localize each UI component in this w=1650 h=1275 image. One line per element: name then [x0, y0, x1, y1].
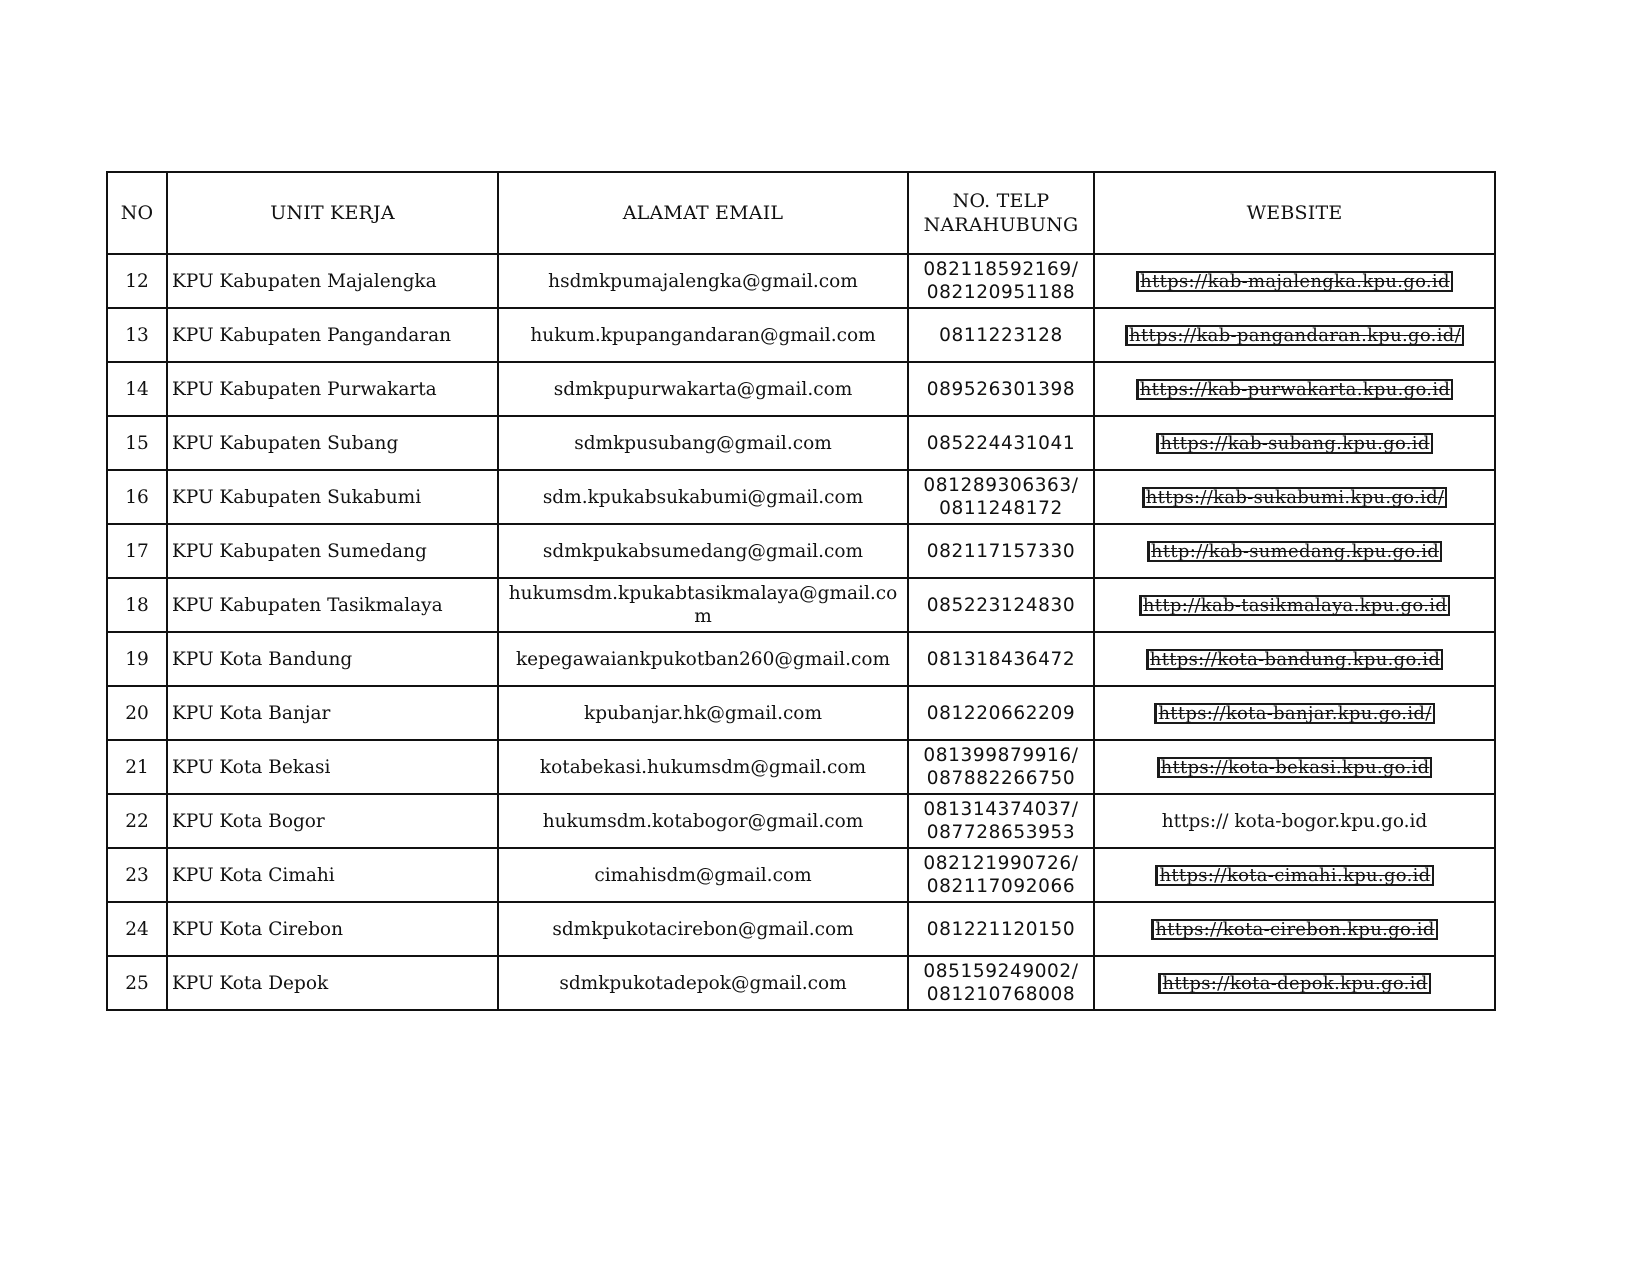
- unit-kerja-cell: KPU Kabupaten Purwakarta: [167, 362, 498, 416]
- phone-number: 085159249002/: [923, 961, 1079, 982]
- phone-number: 082120951188: [926, 282, 1076, 303]
- phone-number: 082118592169/: [923, 259, 1079, 280]
- row-number: 16: [107, 470, 167, 524]
- website-link: https:// kota-bogor.kpu.go.id: [1161, 810, 1428, 832]
- website-cell: [1094, 686, 1495, 740]
- phone-number: 082117092066: [926, 876, 1076, 897]
- website-cell: [1094, 308, 1495, 362]
- phone-number: 087882266750: [926, 768, 1076, 789]
- row-number: 17: [107, 524, 167, 578]
- website-cell: [1094, 416, 1495, 470]
- phone-cell: [908, 956, 1094, 1010]
- website-cell: [1094, 794, 1495, 848]
- header-no: NO: [107, 172, 167, 254]
- header-telp: [908, 172, 1094, 254]
- website-link[interactable]: https://kab-purwakarta.kpu.go.id: [1136, 379, 1453, 400]
- header-website: WEBSITE: [1094, 172, 1495, 254]
- phone-cell: [908, 470, 1094, 524]
- phone-cell: [908, 578, 1094, 632]
- row-number: 21: [107, 740, 167, 794]
- phone-number: 087728653953: [926, 822, 1076, 843]
- unit-kerja-cell: KPU Kabupaten Subang: [167, 416, 498, 470]
- contact-table: [106, 171, 1496, 1011]
- website-cell: [1094, 632, 1495, 686]
- email-cell: sdmkpukabsumedang@gmail.com: [498, 524, 908, 578]
- phone-number: 081210768008: [926, 984, 1076, 1005]
- table-row: [107, 956, 1495, 1010]
- website-cell: [1094, 254, 1495, 308]
- table-row: [107, 254, 1495, 308]
- unit-kerja-cell: KPU Kota Bandung: [167, 632, 498, 686]
- website-link[interactable]: https://kota-banjar.kpu.go.id/: [1154, 703, 1434, 724]
- unit-kerja-cell: KPU Kota Depok: [167, 956, 498, 1010]
- table-row: [107, 740, 1495, 794]
- phone-number: 081399879916/: [923, 745, 1079, 766]
- email-cell: sdmkpukotadepok@gmail.com: [498, 956, 908, 1010]
- row-number: 22: [107, 794, 167, 848]
- phone-cell: [908, 308, 1094, 362]
- row-number: 13: [107, 308, 167, 362]
- phone-number: 082121990726/: [923, 853, 1079, 874]
- phone-cell: [908, 902, 1094, 956]
- email-cell: kepegawaiankpukotban260@gmail.com: [498, 632, 908, 686]
- table-row: [107, 524, 1495, 578]
- website-link[interactable]: https://kota-depok.kpu.go.id: [1158, 973, 1430, 994]
- header-telp-line2: NARAHUBUNG: [923, 214, 1079, 236]
- email-cell: kotabekasi.hukumsdm@gmail.com: [498, 740, 908, 794]
- email-cell: sdmkpupurwakarta@gmail.com: [498, 362, 908, 416]
- phone-number: 081289306363/: [923, 475, 1079, 496]
- email-cell: sdm.kpukabsukabumi@gmail.com: [498, 470, 908, 524]
- phone-cell: [908, 362, 1094, 416]
- row-number: 20: [107, 686, 167, 740]
- website-link[interactable]: https://kab-majalengka.kpu.go.id: [1136, 271, 1453, 292]
- unit-kerja-cell: KPU Kabupaten Pangandaran: [167, 308, 498, 362]
- header-email: ALAMAT EMAIL: [498, 172, 908, 254]
- header-row: [107, 172, 1495, 254]
- website-link[interactable]: https://kab-subang.kpu.go.id: [1156, 433, 1432, 454]
- website-cell: [1094, 740, 1495, 794]
- table-row: [107, 902, 1495, 956]
- table-row: [107, 362, 1495, 416]
- phone-cell: [908, 416, 1094, 470]
- website-cell: [1094, 362, 1495, 416]
- row-number: 15: [107, 416, 167, 470]
- unit-kerja-cell: KPU Kota Banjar: [167, 686, 498, 740]
- website-link[interactable]: https://kota-bandung.kpu.go.id: [1146, 649, 1443, 670]
- phone-number: 0811248172: [939, 498, 1063, 519]
- unit-kerja-cell: KPU Kota Bogor: [167, 794, 498, 848]
- phone-cell: [908, 794, 1094, 848]
- email-cell: hukumsdm.kpukabtasikmalaya@gmail.com: [498, 578, 908, 632]
- row-number: 12: [107, 254, 167, 308]
- phone-number: 0811223128: [939, 324, 1063, 346]
- website-link[interactable]: http://kab-tasikmalaya.kpu.go.id: [1139, 595, 1450, 616]
- website-cell: [1094, 956, 1495, 1010]
- phone-cell: [908, 686, 1094, 740]
- table-row: [107, 308, 1495, 362]
- website-link[interactable]: https://kota-cirebon.kpu.go.id: [1151, 919, 1437, 940]
- unit-kerja-cell: KPU Kabupaten Sukabumi: [167, 470, 498, 524]
- table-row: [107, 578, 1495, 632]
- website-link[interactable]: https://kota-bekasi.kpu.go.id: [1157, 757, 1433, 778]
- website-link[interactable]: https://kab-sukabumi.kpu.go.id/: [1142, 487, 1448, 508]
- row-number: 25: [107, 956, 167, 1010]
- table-row: [107, 470, 1495, 524]
- unit-kerja-cell: KPU Kabupaten Tasikmalaya: [167, 578, 498, 632]
- website-cell: [1094, 578, 1495, 632]
- email-cell: hsdmkpumajalengka@gmail.com: [498, 254, 908, 308]
- table-header: [107, 172, 1495, 254]
- website-link[interactable]: https://kab-pangandaran.kpu.go.id/: [1125, 325, 1464, 346]
- phone-number: 081318436472: [926, 648, 1076, 670]
- website-link[interactable]: https://kota-cimahi.kpu.go.id: [1155, 865, 1433, 886]
- unit-kerja-cell: KPU Kota Cimahi: [167, 848, 498, 902]
- phone-number: 085223124830: [926, 594, 1076, 616]
- website-cell: [1094, 848, 1495, 902]
- row-number: 18: [107, 578, 167, 632]
- table-row: [107, 794, 1495, 848]
- website-cell: [1094, 524, 1495, 578]
- phone-cell: [908, 254, 1094, 308]
- unit-kerja-cell: KPU Kota Bekasi: [167, 740, 498, 794]
- phone-number: 085224431041: [926, 432, 1076, 454]
- email-cell: sdmkpusubang@gmail.com: [498, 416, 908, 470]
- table-row: [107, 416, 1495, 470]
- row-number: 19: [107, 632, 167, 686]
- phone-cell: [908, 848, 1094, 902]
- phone-number: 089526301398: [926, 378, 1076, 400]
- website-cell: [1094, 902, 1495, 956]
- table-body: [107, 254, 1495, 1010]
- row-number: 14: [107, 362, 167, 416]
- phone-number: 081314374037/: [923, 799, 1079, 820]
- email-cell: sdmkpukotacirebon@gmail.com: [498, 902, 908, 956]
- table-row: [107, 848, 1495, 902]
- website-cell: [1094, 470, 1495, 524]
- email-cell: cimahisdm@gmail.com: [498, 848, 908, 902]
- phone-cell: [908, 524, 1094, 578]
- email-cell: hukumsdm.kotabogor@gmail.com: [498, 794, 908, 848]
- unit-kerja-cell: KPU Kota Cirebon: [167, 902, 498, 956]
- row-number: 23: [107, 848, 167, 902]
- table-row: [107, 632, 1495, 686]
- phone-cell: [908, 632, 1094, 686]
- table-row: [107, 686, 1495, 740]
- header-unit-kerja: UNIT KERJA: [167, 172, 498, 254]
- row-number: 24: [107, 902, 167, 956]
- email-cell: kpubanjar.hk@gmail.com: [498, 686, 908, 740]
- phone-number: 081221120150: [926, 918, 1076, 940]
- unit-kerja-cell: KPU Kabupaten Majalengka: [167, 254, 498, 308]
- phone-number: 082117157330: [926, 540, 1076, 562]
- email-cell: hukum.kpupangandaran@gmail.com: [498, 308, 908, 362]
- phone-cell: [908, 740, 1094, 794]
- unit-kerja-cell: KPU Kabupaten Sumedang: [167, 524, 498, 578]
- phone-number: 081220662209: [926, 702, 1076, 724]
- website-link[interactable]: http://kab-sumedang.kpu.go.id: [1147, 541, 1442, 562]
- header-telp-line1: NO. TELP: [952, 190, 1050, 212]
